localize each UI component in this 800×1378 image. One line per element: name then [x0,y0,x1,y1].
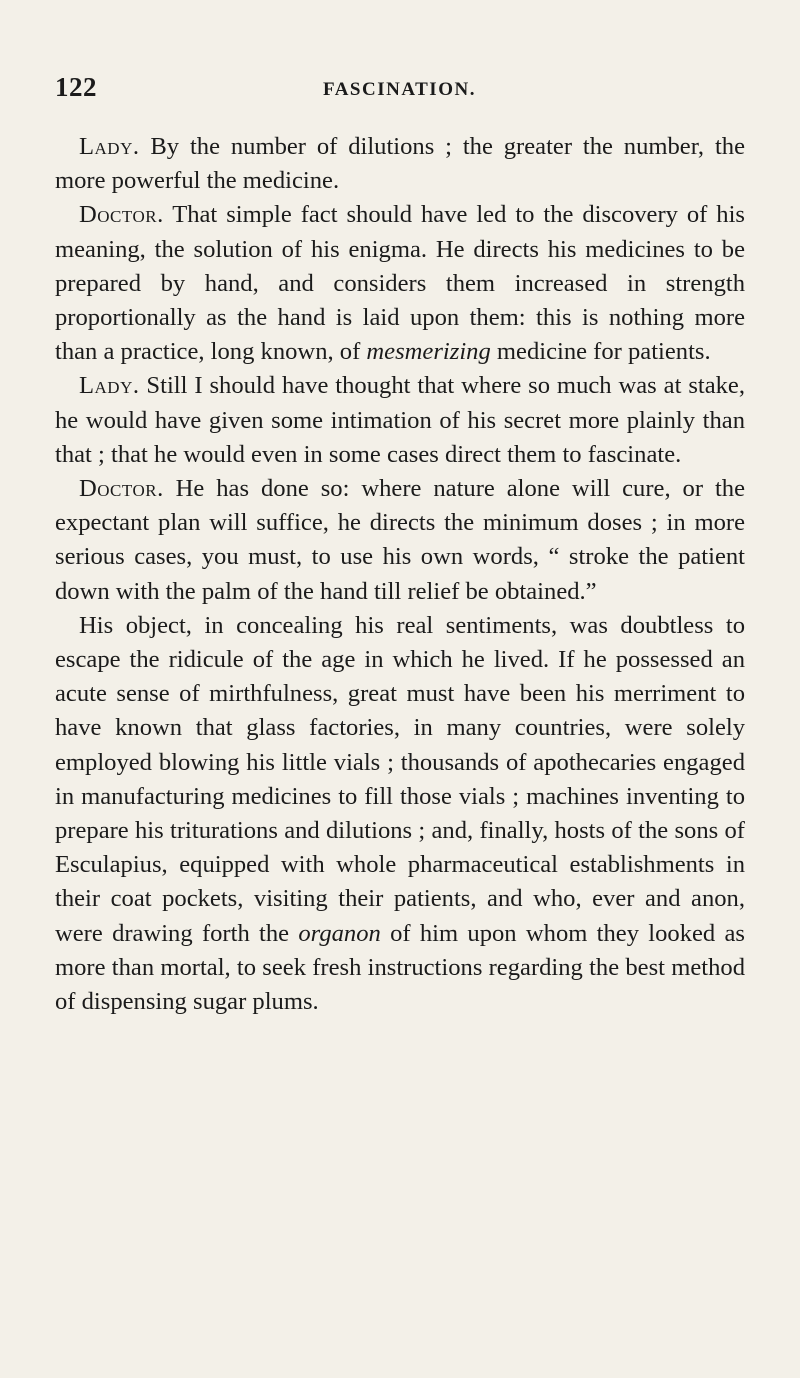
body-text [55,130,745,1019]
paragraph-text: That simple fact should have led to the discovery of his meaning, the solution of his enigma. He directs his medicines to be prepared by hand, and considers them increased in strength proportionally as the hand is laid upon them: this is nothing more than a practice, long known, of [55,201,745,366]
speaker-label: Doctor. [79,475,164,503]
speaker-label: Doctor. [79,201,164,229]
paragraph [55,609,745,1019]
italic-term: organon [298,919,381,947]
paragraph-text: He has done so: where nature alone will cure, or the expectant plan will suffice, he directs the minimum doses ; in more serious cases, you must, to use his own words, “ stroke the patient down with the palm of the hand till relief be obtained.” [55,475,745,605]
paragraph [55,369,745,472]
paragraph-text: His object, in concealing his real sentiments, was doubtless to escape the ridicule of the age in which he lived. If he possessed an acute sense of mirthfulness, great must have been his merriment to have known that glass factories, in many countries, were solely employed blowing his little vials ; thousands of apothecaries engaged in manufacturing medicines to fill those vials ; machines inventing to prepare his triturations and dilutions ; and, finally, hosts of the sons of Esculapius, equipped with whole pharmaceutical establishments in their coat pockets, visiting their patients, and who, ever and anon, were drawing forth the [55,611,745,947]
paragraph [55,198,745,369]
paragraph [55,130,745,198]
paragraph-text: By the number of dilutions ; the greater the number, the more powerful the medicine. [55,133,745,195]
running-title: FASCINATION. [323,79,476,100]
italic-term: mesmerizing [366,338,491,366]
speaker-label: Lady. [79,133,140,160]
speaker-label: Lady. [79,372,140,400]
page-header [55,72,745,108]
paragraph [55,472,745,609]
paragraph-text: of him upon whom they looked as more than mortal, to seek fresh instructions regarding the best method of dispensing sugar plums. [55,919,745,1016]
paragraph-text: Still I should have thought that where so much was at stake, he would have given some intimation of his secret more plainly than that ; that he would even in some cases direct them to fascinate. [55,372,745,468]
page-number: 122 [55,72,97,102]
paragraph-text: medicine for patients. [490,338,711,366]
